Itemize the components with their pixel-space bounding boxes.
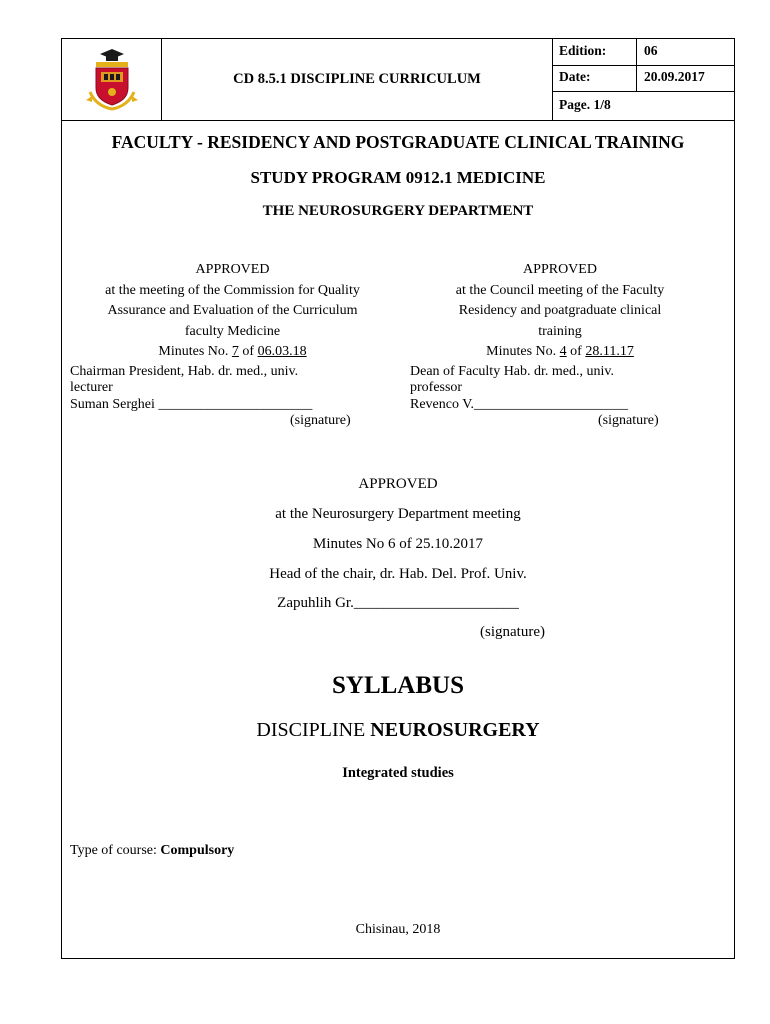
studies-type: Integrated studies xyxy=(342,765,454,781)
course-type xyxy=(70,843,234,859)
approval-right-minutes: Minutes No. 4 of 28.11.17 xyxy=(486,344,634,359)
edition-label: Edition: xyxy=(559,43,607,58)
date-label: Date: xyxy=(559,69,591,84)
faculty-title: FACULTY - RESIDENCY AND POSTGRADUATE CLINICAL TRAINING xyxy=(111,132,685,152)
approval-left-line1: at the meeting of the Commission for Quality xyxy=(105,282,360,298)
approval-left-role2: lecturer xyxy=(70,380,113,395)
approval-right-role2: professor xyxy=(410,380,463,395)
discipline-title xyxy=(62,719,734,742)
logo-cell xyxy=(62,39,162,120)
minutes-date: 28.11.17 xyxy=(585,344,634,359)
approval-left-role1: Chairman President, Hab. dr. med., univ. xyxy=(70,363,299,379)
page-row xyxy=(553,93,734,120)
approval-left xyxy=(70,260,395,430)
approval-left-line2: Assurance and Evaluation of the Curriculum xyxy=(107,303,358,318)
study-program: STUDY PROGRAM 0912.1 MEDICINE xyxy=(250,168,546,187)
edition-row xyxy=(553,39,734,65)
minutes-number: 4 xyxy=(559,344,567,359)
document-meta xyxy=(553,39,734,120)
date-row xyxy=(553,65,734,91)
document-header xyxy=(62,39,734,121)
approval-right-line2: Residency and poatgraduate clinical xyxy=(458,303,662,318)
approval-dept-signature: (signature) xyxy=(480,624,545,640)
approval-left-name: Suman Serghei ______________________ xyxy=(70,396,313,412)
approval-dept-line1: at the Neurosurgery Department meeting xyxy=(275,506,521,522)
approval-right-line3: training xyxy=(538,323,582,339)
course-type-value: Compulsory xyxy=(160,843,235,858)
approval-left-line3: faculty Medicine xyxy=(184,323,281,339)
place-year: Chisinau, 2018 xyxy=(355,922,441,937)
syllabus-title: SYLLABUS xyxy=(332,672,464,699)
approval-right-signature: (signature) xyxy=(598,413,659,428)
department-title: THE NEUROSURGERY DEPARTMENT xyxy=(262,203,534,219)
edition-value: 06 xyxy=(644,43,658,58)
discipline-name: NEUROSURGERY xyxy=(370,719,540,741)
approval-left-minutes: Minutes No. 7 of 06.03.18 xyxy=(158,344,307,359)
university-crest-icon xyxy=(82,48,142,112)
approval-right-name: Revenco V.______________________ xyxy=(410,396,629,412)
course-type-label: Type of course: xyxy=(70,843,157,858)
approval-left-signature: (signature) xyxy=(290,413,351,428)
date-value: 20.09.2017 xyxy=(644,69,705,84)
approval-dept-title: APPROVED xyxy=(358,476,438,492)
approval-right-role1: Dean of Faculty Hab. dr. med., univ. xyxy=(410,363,614,379)
approval-right xyxy=(410,260,710,430)
approval-dept-name: Zapuhlih Gr.______________________ xyxy=(277,595,519,611)
discipline-prefix: DISCIPLINE xyxy=(256,719,366,741)
document-page xyxy=(61,38,735,959)
approval-dept-line3: Head of the chair, dr. Hab. Del. Prof. Univ. xyxy=(269,566,527,582)
document-code-title: CD 8.5.1 DISCIPLINE CURRICULUM xyxy=(162,39,553,120)
minutes-date: 06.03.18 xyxy=(257,344,307,359)
approval-right-title: APPROVED xyxy=(523,262,597,277)
page-number: Page. 1/8 xyxy=(559,97,611,112)
approval-left-title: APPROVED xyxy=(195,262,270,277)
approval-dept-line2: Minutes No 6 of 25.10.2017 xyxy=(313,536,483,552)
minutes-number: 7 xyxy=(231,344,239,359)
approval-right-line1: at the Council meeting of the Faculty xyxy=(455,282,665,298)
